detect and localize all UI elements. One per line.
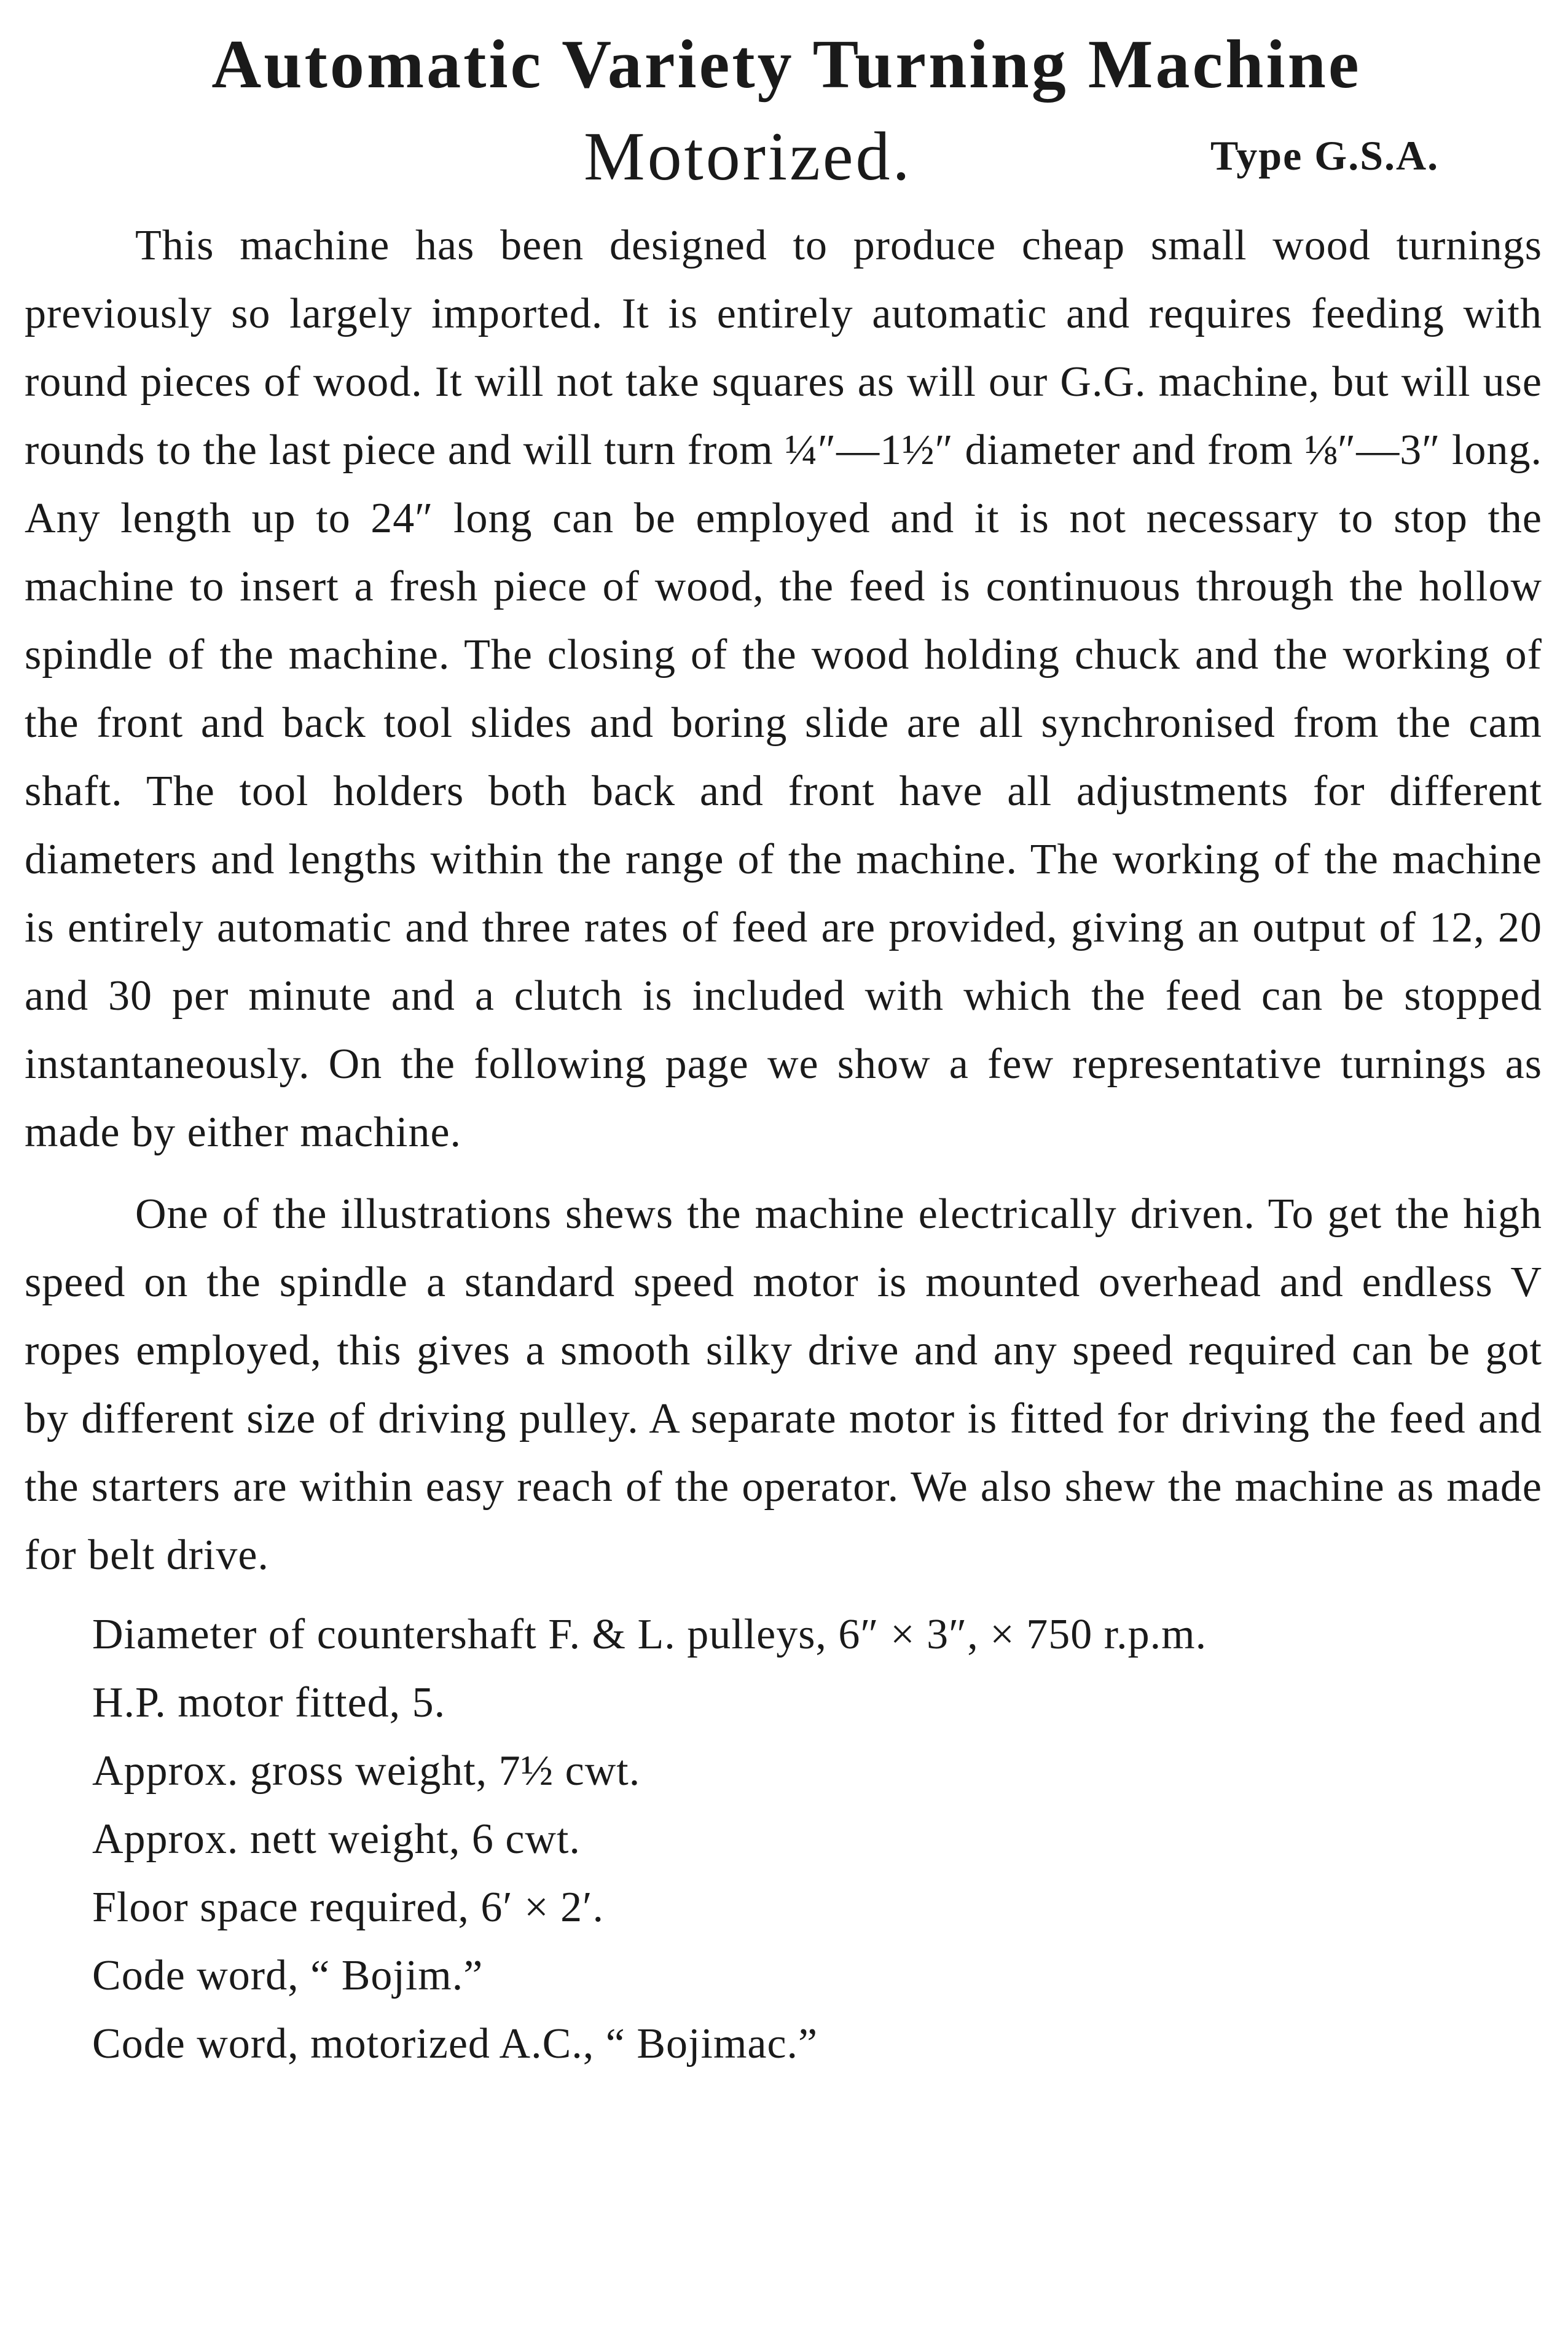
page-subtitle: Motorized.: [584, 119, 912, 195]
spec-floor-space: Floor space required, 6′ × 2′.: [92, 1884, 604, 1931]
model-type-label: Type G.S.A.: [1210, 132, 1440, 179]
specifications-list: [25, 1600, 1542, 2078]
spec-nett-weight: Approx. nett weight, 6 cwt.: [92, 1816, 581, 1863]
title-second-line: [25, 111, 1542, 203]
spec-code-word: Code word, “ Bojim.”: [92, 1952, 484, 1999]
spec-code-word-motorized: Code word, motorized A.C., “ Bojimac.”: [92, 2020, 818, 2067]
description-paragraph-1: This machine has been designed to produce cheap small wood turnings previously so largely imported. It is entirely automatic and requires feeding with round pieces of wood. It will not take squares as will our G.G. machine, but will use rounds to the last piece and will turn from ¼″—1½″ diameter and from ⅛″—3″ long. Any length up to 24″ long can be employed and it is not necessary to stop the machine to insert a fresh piece of wood, the feed is continuous through the hollow spindle of the machine. The closing of the wood holding chuck and the working of the front and back tool slides and boring slide are all synchronised from the cam shaft. The tool holders both back and front have all adjustments for different diameters and lengths within the range of the machine. The working of the machine is entirely automatic and three rates of feed are provided, giving an output of 12, 20 and 30 per minute and a clutch is included with which the feed can be stopped instantaneously. On the following page we show a few representative turnings as made by either machine.: [25, 222, 1542, 1156]
spec-countershaft: Diameter of countershaft F. & L. pulleys, 6″ × 3″, × 750 r.p.m.: [92, 1611, 1207, 1658]
page-title: Automatic Variety Turning Machine: [211, 26, 1362, 103]
description-paragraph-2: One of the illustrations shews the machine electrically driven. To get the high speed on the spindle a standard speed motor is mounted overhead and endless V ropes employed, this gives a smooth silky drive and any speed required can be got by different size of driving pulley. A separate motor is fitted for driving the feed and the starters are within easy reach of the operator. We also shew the machine as made for belt drive.: [25, 1190, 1542, 1579]
spec-gross-weight: Approx. gross weight, 7½ cwt.: [92, 1747, 641, 1795]
spec-motor-hp: H.P. motor fitted, 5.: [92, 1679, 446, 1726]
document-page: [25, 18, 1542, 2078]
